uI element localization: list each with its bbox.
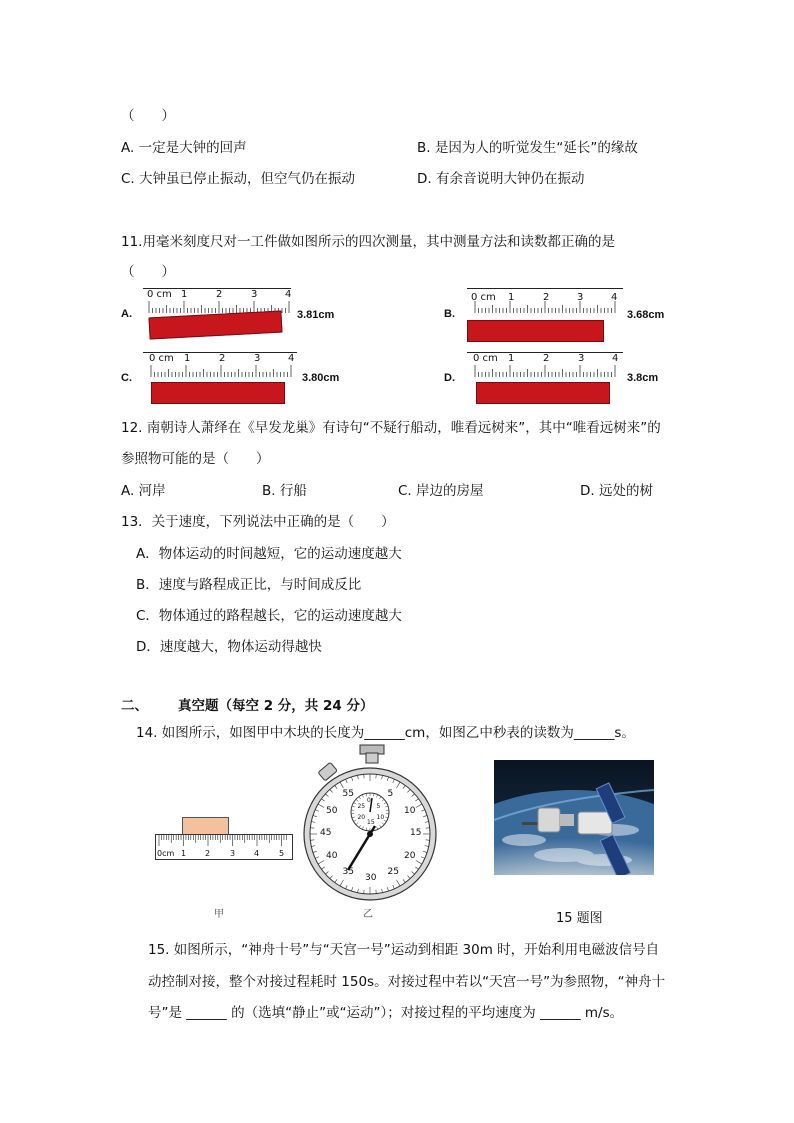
ruler-label: 4: [254, 849, 260, 858]
ruler-label: 3: [251, 289, 258, 300]
ruler-label: 4: [288, 353, 295, 364]
option-label: C.: [398, 483, 412, 499]
workpiece-c: [151, 382, 285, 404]
q10-paren: （ ）: [121, 108, 175, 124]
ruler-label: 1: [508, 292, 515, 303]
q12-stem-line1: 12. 南朝诗人萧绎在《早发龙巢》有诗句“不疑行船动，唯看远树来”，其中“唯看远树来”的: [121, 420, 661, 436]
q14-stem: 14. 如图所示，如图甲中木块的长度为______cm，如图乙中秒表的读数为______s。: [136, 725, 635, 741]
option-text: 大钟虽已停止振动，但空气仍在振动: [139, 171, 356, 187]
stopwatch-outer-label: 50: [326, 805, 338, 816]
caption-yi: 乙: [363, 909, 373, 920]
ruler-label: 1: [181, 289, 188, 300]
option-text: 有余音说明大钟仍在振动: [435, 171, 585, 187]
ruler-label: 2: [205, 849, 211, 858]
q13-option-b: B．速度与路程成正比，与时间成反比: [136, 577, 362, 593]
stopwatch-outer-label: 5: [387, 789, 394, 800]
ruler-label: 3: [578, 353, 585, 364]
ruler-label: 1: [181, 849, 187, 858]
option-text: 河岸: [138, 483, 166, 499]
stopwatch-inner-label: 0: [367, 797, 371, 804]
q11-stem: 11.用毫米刻度尺对一工件做如图所示的四次测量，其中测量方法和读数都正确的是: [121, 234, 615, 250]
ruler-label: 0 cm: [147, 289, 172, 300]
q12-option-a: [121, 479, 166, 499]
ruler-label: 1: [508, 353, 515, 364]
stopwatch-inner-label: 25: [357, 802, 366, 810]
figure-15-photo: [494, 760, 654, 875]
option-text: 行船: [279, 483, 307, 499]
ruler-label: 2: [543, 292, 550, 303]
reading-b: 3.68cm: [627, 309, 665, 321]
stopwatch-outer-label: 15: [410, 828, 422, 838]
caption-15: 15 题图: [556, 911, 603, 926]
option-label: D.: [417, 171, 432, 187]
ruler-label: 0 cm: [149, 353, 174, 364]
stopwatch-inner-label: 5: [376, 802, 381, 810]
reading-a: 3.81cm: [297, 309, 335, 321]
ruler-label: 3: [230, 849, 236, 858]
figure-yi-stopwatch: [302, 742, 442, 902]
workpiece-d: [476, 382, 610, 404]
ruler-jia-ticks: [156, 835, 292, 859]
ruler-label: 3: [577, 292, 584, 303]
ruler-label: 0 cm: [471, 292, 496, 303]
caption-jia: 甲: [214, 909, 224, 920]
q10-option-d: [417, 167, 584, 187]
section-title: 真空题（每空 2 分，共 24 分）: [178, 698, 374, 714]
ruler-label: 3: [254, 353, 261, 364]
stopwatch-outer-label: 35: [342, 866, 354, 877]
q13-option-d: D．速度越大，物体运动得越快: [136, 639, 322, 655]
stopwatch-outer-label: 25: [387, 866, 399, 877]
ruler-label: 0 cm: [473, 353, 498, 364]
reading-d: 3.8cm: [627, 372, 659, 384]
ruler-label: 4: [612, 353, 619, 364]
workpiece-a: [149, 311, 283, 340]
stopwatch-outer-label: 20: [403, 850, 416, 861]
ruler-label: 2: [216, 289, 223, 300]
ruler-label: 1: [184, 353, 191, 364]
reading-c: 3.80cm: [302, 372, 340, 384]
q10-option-a: [121, 136, 247, 156]
ruler-label: 4: [285, 289, 292, 300]
q11-option-c-label: C.: [121, 372, 132, 384]
stopwatch-outer-label: 10: [403, 805, 416, 816]
option-label: B.: [262, 483, 276, 499]
q13-option-c: C．物体通过的路程越长，它的运动速度越大: [136, 608, 402, 624]
q12-option-d: [580, 479, 653, 499]
option-label: A.: [121, 140, 135, 156]
q12-stem-line2: 参照物可能的是（ ）: [121, 451, 270, 467]
q12-option-b: [262, 479, 307, 499]
stopwatch-inner-label: 10: [376, 813, 385, 821]
q13-stem: 13．关于速度，下列说法中正确的是（ ）: [121, 514, 395, 530]
space-docking-image: [494, 760, 654, 875]
q15-line1: 15. 如图所示，“神舟十号”与“天宫一号”运动到相距 30m 时，开始利用电磁波信号自: [148, 942, 660, 958]
option-label: A.: [121, 483, 135, 499]
option-label: C.: [121, 171, 135, 187]
q10-option-b: [417, 136, 638, 156]
stopwatch-outer-label: 55: [342, 789, 354, 800]
stopwatch-outer-label: 30: [365, 873, 377, 883]
q15-line2: 动控制对接，整个对接过程耗时 150s。对接过程中若以“天宫一号”为参照物，“神舟十: [148, 974, 666, 990]
ruler-jia: [155, 834, 293, 860]
q15-line3: 号”是 ______ 的（选填“静止”或“运动”）；对接过程的平均速度为 ______ m/s。: [148, 1005, 624, 1021]
q10-option-c: [121, 167, 355, 187]
stopwatch-outer-label: 40: [326, 850, 338, 861]
option-text: 是因为人的听觉发生“延长”的缘故: [434, 140, 638, 156]
option-text: 岸边的房屋: [416, 483, 484, 499]
ruler-label: 5: [279, 849, 285, 858]
q11-option-b-label: B.: [444, 308, 455, 320]
ruler-label: 0cm: [157, 849, 175, 858]
option-label: D.: [580, 483, 595, 499]
stopwatch-outer-label: 45: [320, 828, 332, 838]
ruler-label: 4: [611, 292, 618, 303]
q11-option-d-label: D.: [444, 372, 455, 384]
stopwatch-inner-label: 15: [367, 819, 375, 826]
q12-option-c: [398, 479, 484, 499]
figure-jia: [155, 815, 295, 865]
workpiece-b: [467, 320, 604, 342]
stopwatch-inner-label: 20: [357, 813, 366, 821]
q13-option-a: A．物体运动的时间越短，它的运动速度越大: [136, 546, 402, 562]
ruler-label: 2: [219, 353, 226, 364]
option-text: 远处的树: [598, 483, 653, 499]
q11-option-a-label: A.: [121, 308, 132, 320]
section-number: 二、: [121, 698, 148, 714]
option-label: B.: [417, 140, 431, 156]
ruler-label: 2: [543, 353, 550, 364]
q11-paren: （ ）: [121, 264, 175, 280]
option-text: 一定是大钟的回声: [138, 140, 247, 156]
